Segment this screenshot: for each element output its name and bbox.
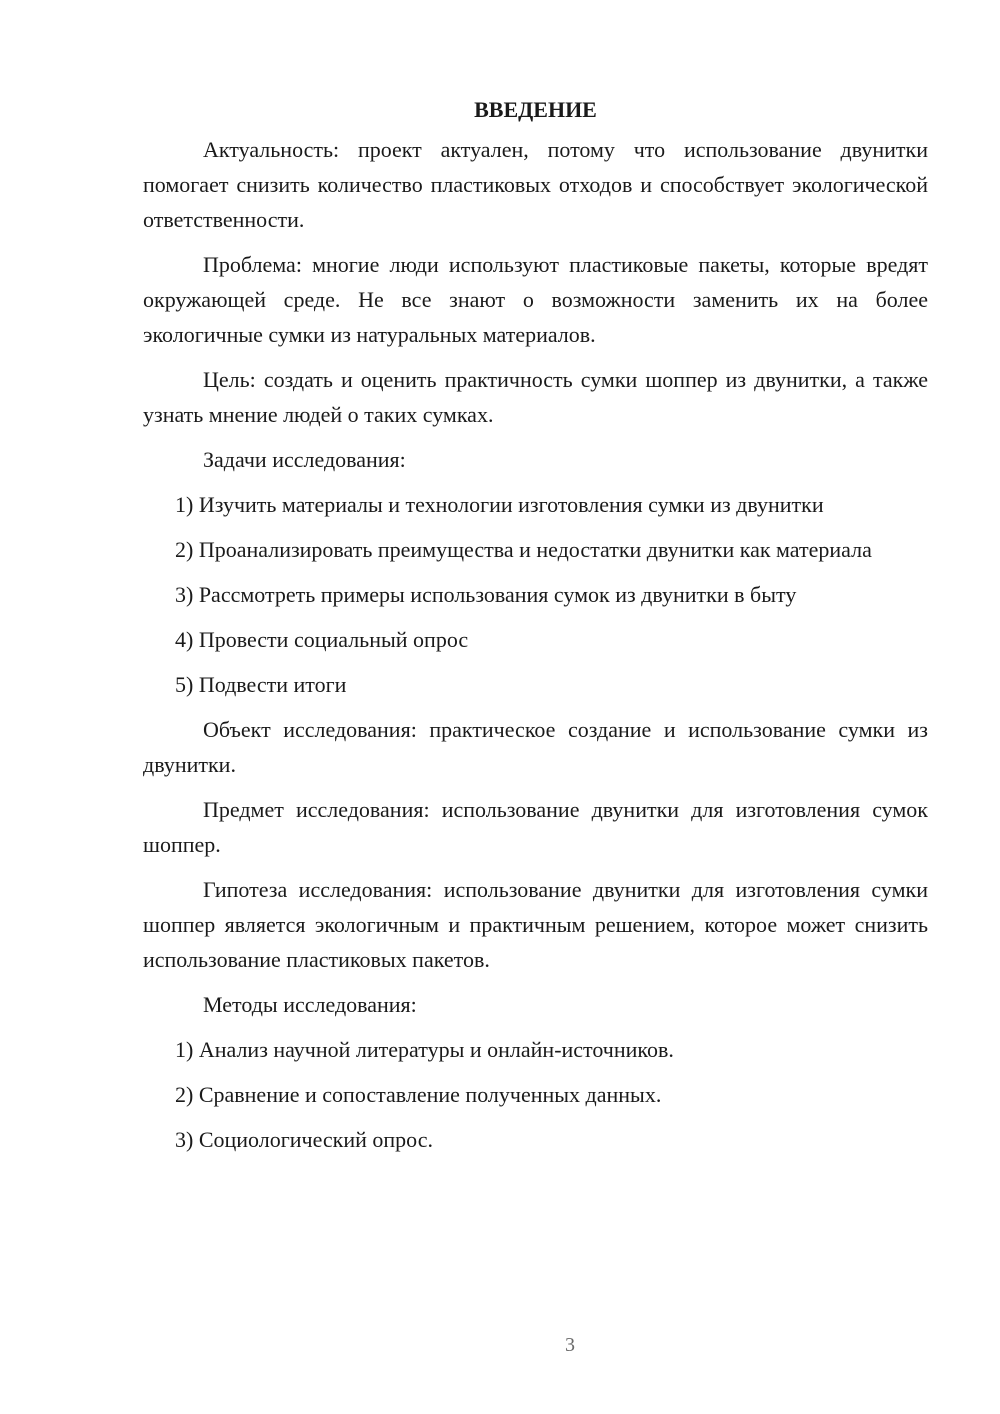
page-title: ВВЕДЕНИЕ xyxy=(474,97,597,122)
document-page xyxy=(143,92,928,1167)
tasks-heading: Задачи исследования: xyxy=(203,447,406,472)
methods-heading: Методы исследования: xyxy=(203,992,417,1017)
task-item: 3) Рассмотреть примеры использования сумок из двунитки в быту xyxy=(175,582,797,607)
method-item: 3) Социологический опрос. xyxy=(175,1127,433,1152)
task-item: 5) Подвести итоги xyxy=(175,672,347,697)
object-paragraph: Объект исследования: практическое создание и использование сумки из двунитки. xyxy=(143,717,928,777)
task-item: 2) Проанализировать преимущества и недостатки двунитки как материала xyxy=(175,537,872,562)
task-item: 1) Изучить материалы и технологии изготовления сумки из двунитки xyxy=(175,492,824,517)
goal-paragraph: Цель: создать и оценить практичность сумки шоппер из двунитки, а также узнать мнение людей о таких сумках. xyxy=(143,367,928,427)
problem-paragraph: Проблема: многие люди используют пластиковые пакеты, которые вредят окружающей среде. Не все знают о возможности заменить их на более экологичные сумки из натуральных материалов. xyxy=(143,252,928,347)
method-item: 1) Анализ научной литературы и онлайн-источников. xyxy=(175,1037,674,1062)
method-item: 2) Сравнение и сопоставление полученных данных. xyxy=(175,1082,662,1107)
relevance-paragraph: Актуальность: проект актуален, потому что использование двунитки помогает снизить количество пластиковых отходов и способствует экологической ответственности. xyxy=(143,137,928,232)
page-number: 3 xyxy=(565,1334,575,1356)
subject-paragraph: Предмет исследования: использование двунитки для изготовления сумок шоппер. xyxy=(143,797,928,857)
task-item: 4) Провести социальный опрос xyxy=(175,627,469,652)
hypothesis-paragraph: Гипотеза исследования: использование двунитки для изготовления сумки шоппер является экологичным и практичным решением, которое может снизить использование пластиковых пакетов. xyxy=(143,877,928,972)
